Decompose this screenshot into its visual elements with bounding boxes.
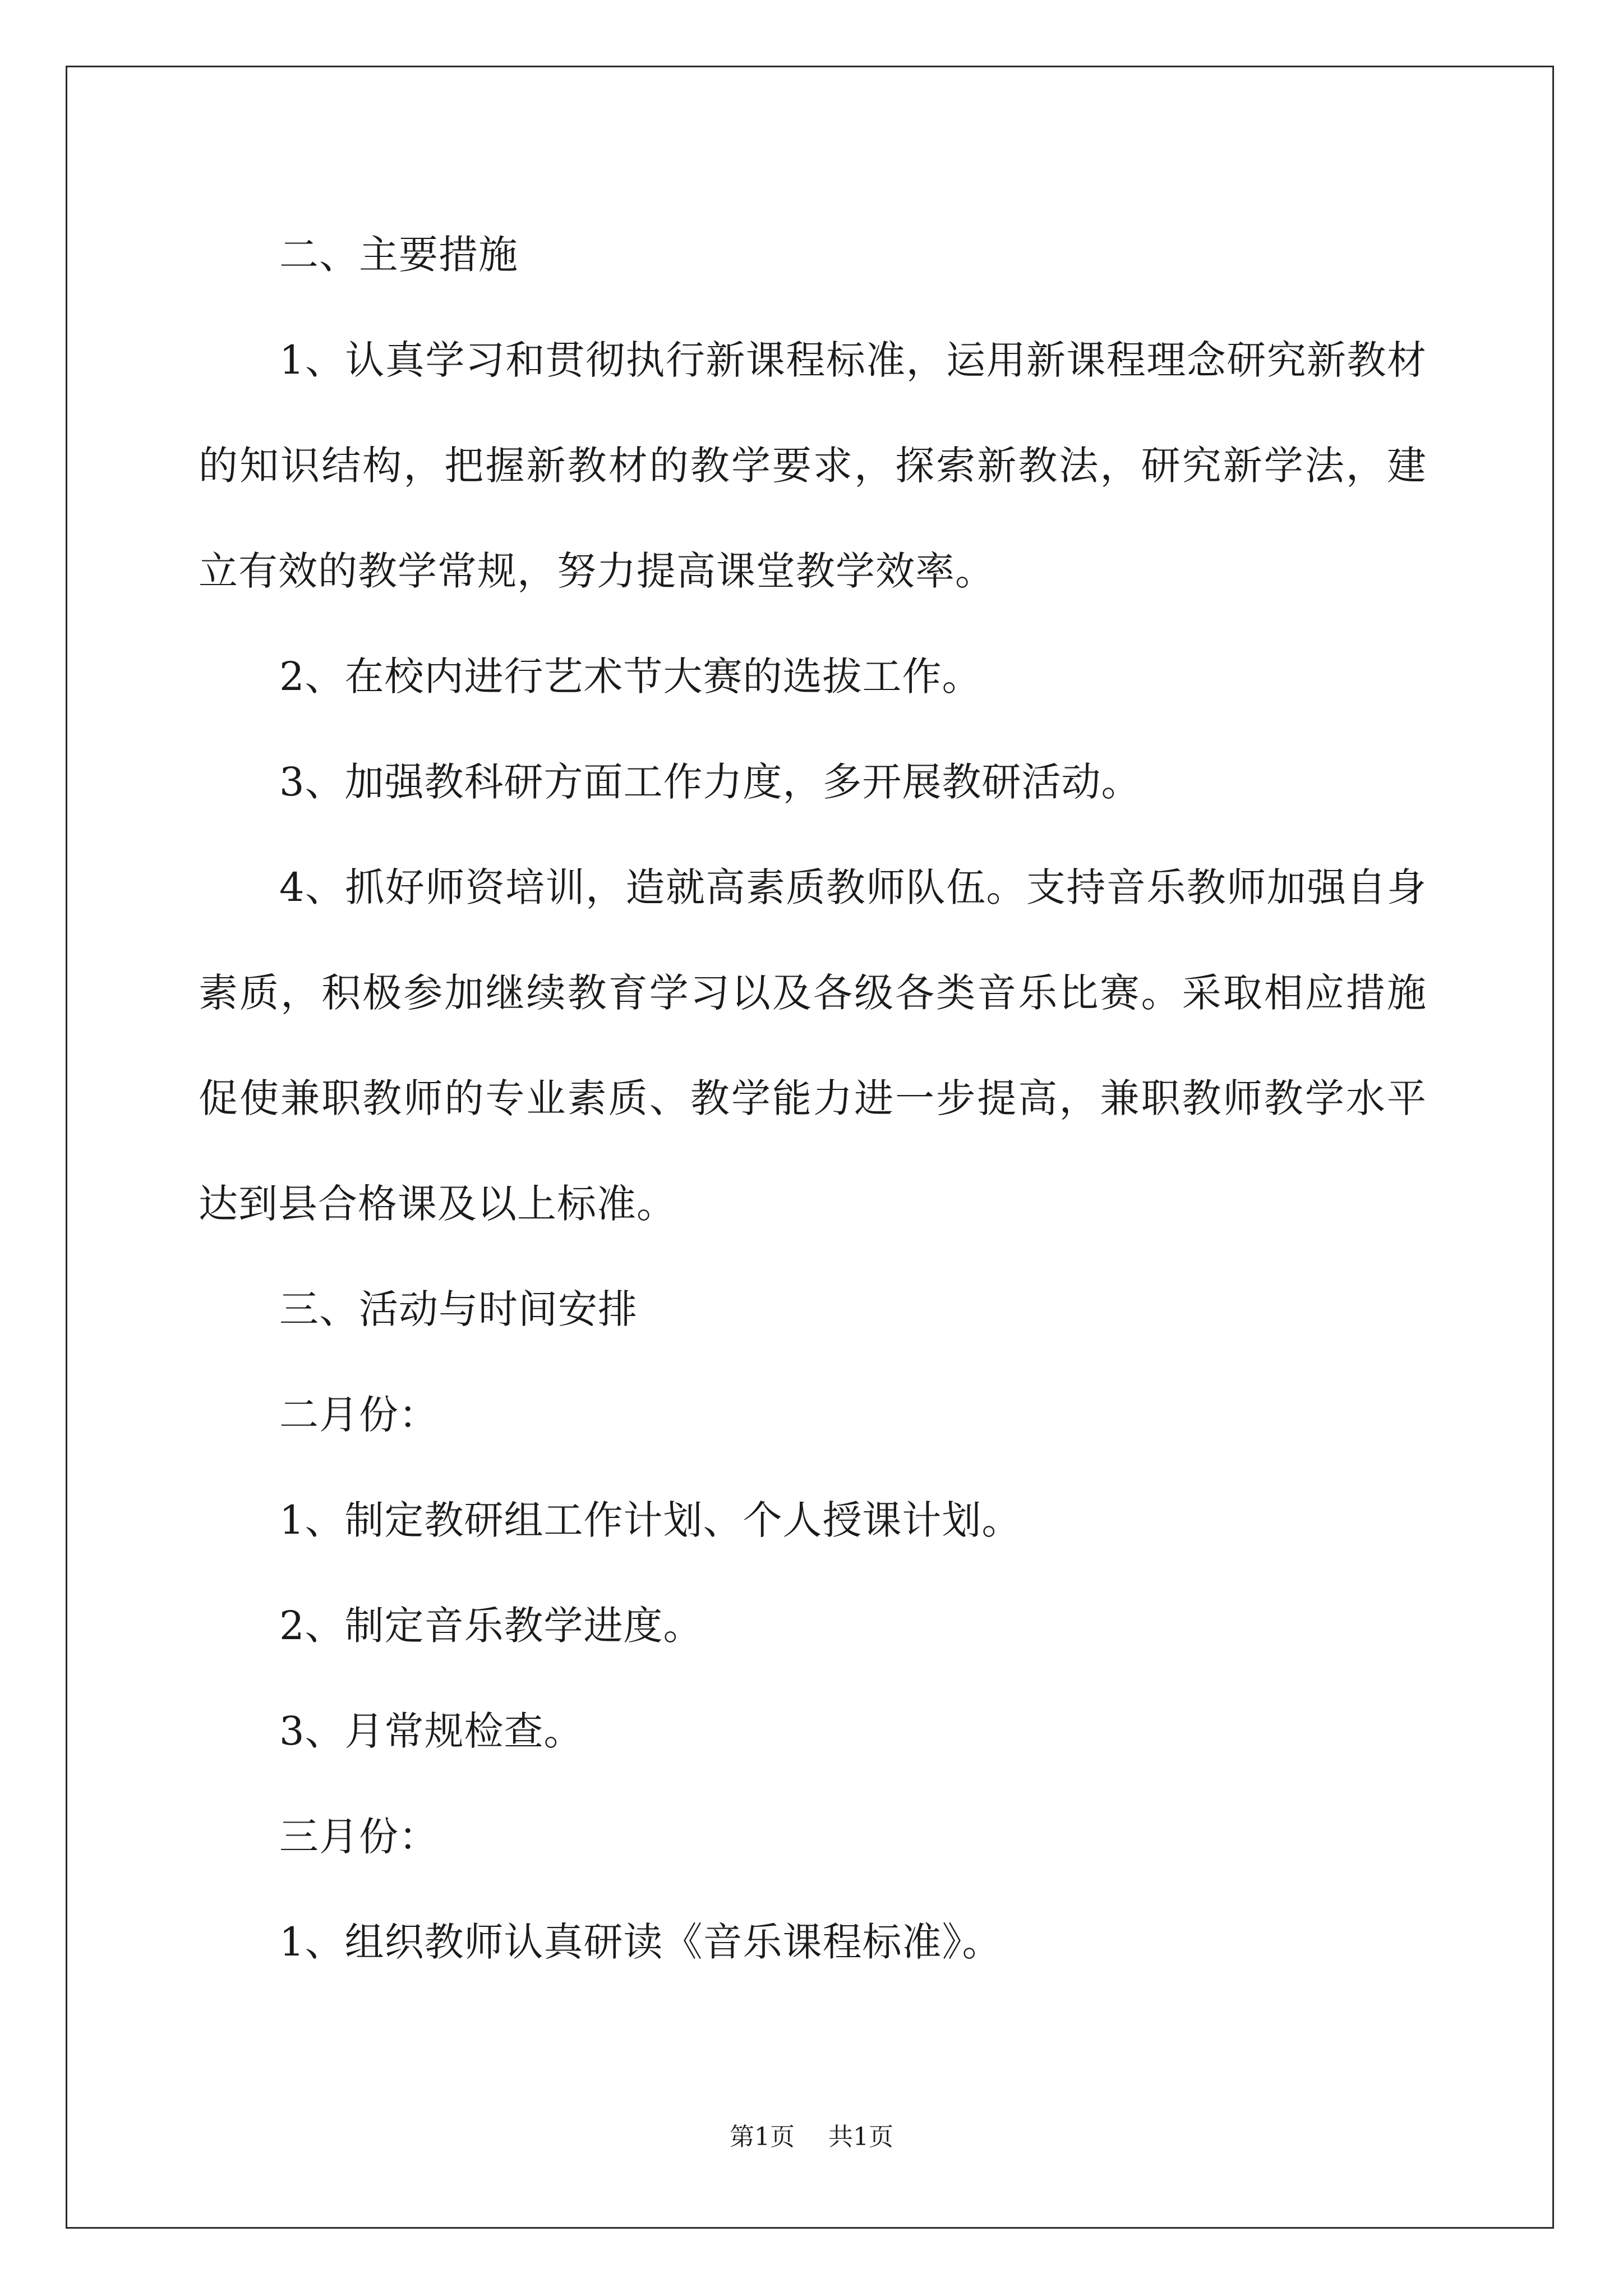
section-heading-schedule: 三、活动与时间安排	[279, 1286, 638, 1332]
paragraph-measure-4: 4、抓好师资培训，造就高素质教师队伍。支持音乐教师加强自身素质，积极参加继续教育学习以及各级各类音乐比赛。采取相应措施促使兼职教师的专业素质、教学能力进一步提高，兼职教师教学水平达到县合格课及以上标准。	[199, 864, 1427, 1227]
paragraph-measure-2: 2、在校内进行艺术节大赛的选拔工作。	[279, 654, 982, 700]
page-number-total: 共1页	[828, 2123, 893, 2151]
paragraph-march-1: 1、组织教师认真研读《音乐课程标准》。	[279, 1919, 1002, 1965]
month-heading-march: 三月份：	[279, 1814, 439, 1860]
section-heading-measures: 二、主要措施	[279, 232, 518, 278]
paragraph-february-1: 1、制定教研组工作计划、个人授课计划。	[279, 1497, 1022, 1543]
paragraph-february-3: 3、月常规检查。	[279, 1708, 584, 1754]
paragraph-measure-3: 3、加强教科研方面工作力度，多开展教研活动。	[279, 759, 1141, 805]
paragraph-february-2: 2、制定音乐教学进度。	[279, 1603, 703, 1649]
page-footer	[0, 2120, 1623, 2154]
paragraph-measure-1: 1、认真学习和贯彻执行新课程标准，运用新课程理念研究新教材的知识结构，把握新教材的教学要求，探索新教法，研究新学法，建立有效的教学常规，努力提高课堂教学效率。	[199, 337, 1427, 594]
page-number-current: 第1页	[730, 2123, 795, 2151]
month-heading-february: 二月份：	[279, 1392, 439, 1438]
document-body	[199, 202, 1427, 1995]
